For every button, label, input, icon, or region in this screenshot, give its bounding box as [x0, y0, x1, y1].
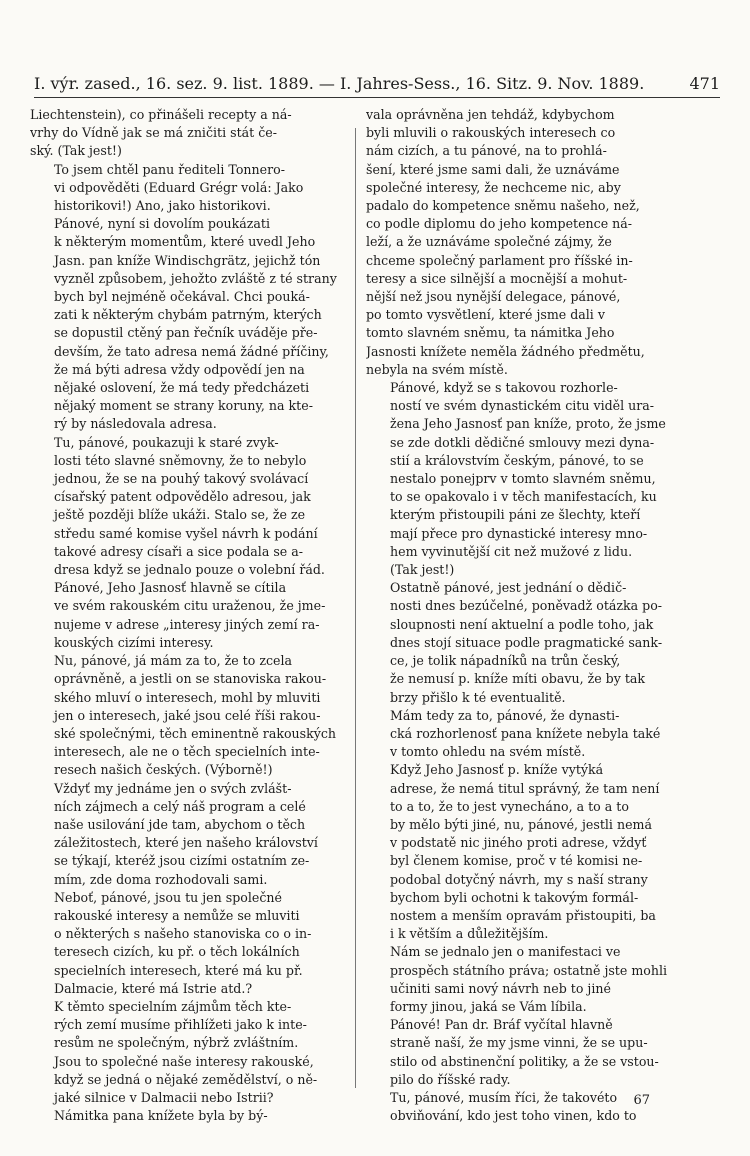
- text-line: rakouské interesy a nemůže se mluviti: [54, 907, 300, 923]
- text-line: resům ne společným, nýbrž zvláštním.: [54, 1035, 299, 1051]
- text-line: obviňování, kdo jest toho vinen, kdo to: [390, 1108, 637, 1124]
- paragraph: [30, 215, 350, 433]
- paragraph: [30, 161, 350, 216]
- text-line: adrese, že nemá titul správný, že tam není: [390, 780, 660, 796]
- text-line: oprávněně, a jestli on se stanoviska rakou-: [54, 671, 327, 687]
- paragraph: [30, 1107, 350, 1125]
- text-line: teresy a sice silnější a mocnější a mohut-: [366, 270, 628, 286]
- paragraph: [30, 579, 350, 652]
- text-line: devším, že tato adresa nemá žádné příčiny,: [54, 343, 329, 359]
- text-line: dnes stojí situace podle pragmatické sank-: [390, 634, 663, 650]
- text-line: Tu, pánové, musím říci, že takovéto: [390, 1089, 618, 1105]
- text-line: k některým momentům, které uvedl Jeho: [54, 234, 316, 250]
- text-line: ních zájmech a celý náš program a celé: [54, 798, 306, 814]
- text-line: vyzněl způsobem, jehožto zvláště z té strany: [54, 270, 337, 286]
- text-line: Neboť, pánové, jsou tu jen společné: [54, 889, 282, 905]
- text-line: ce, je tolik nápadníků na trůn český,: [390, 653, 621, 669]
- text-line: se zde dotkli dědičné smlouvy mezi dyna-: [390, 434, 655, 450]
- text-line: nujeme v adrese „interesy jiných zemí ra-: [54, 616, 320, 632]
- text-line: rý by následovala adresa.: [54, 416, 217, 432]
- text-line: žena Jeho Jasnosť pan kníže, proto, že jsme: [390, 416, 666, 432]
- paragraph: [366, 943, 686, 1016]
- text-line: prospěch státního práva; ostatně jste mohli: [390, 962, 668, 978]
- text-line: bychom byli ochotni k takovým formál-: [390, 889, 639, 905]
- text-line: dresa když se jednalo pouze o volební řád.: [54, 562, 325, 578]
- text-line: v tomto ohledu na svém místě.: [390, 744, 586, 760]
- text-line: stilo od abstinenční politiky, a že se vstou-: [390, 1053, 659, 1069]
- text-line: sloupnosti není aktuelní a podle toho, jak: [390, 616, 654, 632]
- text-line: To jsem chtěl panu řediteli Tonnero-: [54, 161, 285, 177]
- text-line: rých zemí musíme přihlížeti jako k inte-: [54, 1017, 307, 1033]
- text-line: by mělo býti jiné, nu, pánové, jestli nemá: [390, 816, 652, 832]
- text-line: ské společnými, těch eminentně rakouských: [54, 725, 337, 741]
- text-line: teresech cizích, ku př. o těch lokálních: [54, 944, 300, 960]
- text-line: záležitostech, které jen našeho království: [54, 835, 318, 851]
- text-line: nostem a menším opravám přistoupiti, ba: [390, 907, 656, 923]
- text-line: to se opakovalo i v těch manifestacích, ku: [390, 489, 657, 505]
- text-line: nestalo ponejprv v tomto slavném sněmu,: [390, 471, 656, 487]
- text-line: císařský patent odpovědělo adresou, jak: [54, 489, 311, 505]
- paragraph: [30, 106, 350, 161]
- text-line: středu samé komise vyšel návrh k podání: [54, 525, 318, 541]
- paragraph: [366, 761, 686, 943]
- text-line: Jsou to společné naše interesy rakouské,: [54, 1053, 314, 1069]
- text-line: v podstatě nic jiného proti adrese, vždyť: [390, 835, 647, 851]
- text-line: nám cizích, a tu pánové, na to prohlá-: [366, 143, 607, 159]
- text-line: se dopustil ctěný pan řečník uváděje pře-: [54, 325, 318, 341]
- left-text-column: [30, 106, 350, 1125]
- paragraph: [366, 579, 686, 706]
- text-line: ve svém rakouském citu uraženou, že jme-: [54, 598, 326, 614]
- text-line: naše usilování jde tam, abychom o těch: [54, 816, 306, 832]
- text-line: Nu, pánové, já mám za to, že to zcela: [54, 653, 292, 669]
- text-line: brzy přišlo k té eventualitě.: [390, 689, 566, 705]
- text-line: Pánové, Jeho Jasnosť hlavně se cítila: [54, 580, 287, 596]
- text-line: padalo do kompetence sněmu našeho, než,: [366, 198, 640, 214]
- text-line: Pánové! Pan dr. Bráf vyčítal hlavně: [390, 1017, 613, 1033]
- text-line: Pánové, když se s takovou rozhorle-: [390, 380, 618, 396]
- paragraph: [366, 106, 686, 379]
- text-line: podobal dotyčný návrh, my s naší strany: [390, 871, 648, 887]
- text-line: hem vyvinutější cit než mužové z lidu.: [390, 543, 633, 559]
- column-divider: [355, 128, 356, 1088]
- text-line: Mám tedy za to, pánové, že dynasti-: [390, 707, 620, 723]
- text-line: nější než jsou nynější delegace, pánové,: [366, 289, 621, 305]
- text-line: cká rozhorlenosť pana knížete nebyla také: [390, 725, 661, 741]
- paragraph: [366, 707, 686, 762]
- page-number: 471: [689, 74, 720, 93]
- text-line: mím, zde doma rozhodovali sami.: [54, 871, 268, 887]
- text-line: interesech, ale ne o těch specielních inte-: [54, 744, 320, 760]
- text-line: o některých s našeho stanoviska co o in-: [54, 926, 312, 942]
- printer-signature-mark: 67: [633, 1093, 650, 1108]
- text-line: Pánové, nyní si dovolím poukázati: [54, 216, 271, 232]
- text-line: mají přece pro dynastické interesy mno-: [390, 525, 648, 541]
- paragraph: [30, 889, 350, 998]
- text-line: Vždyť my jednáme jen o svých zvlášt-: [54, 780, 292, 796]
- text-line: nějaký moment se strany koruny, na kte-: [54, 398, 313, 414]
- text-line: když se jedná o nějaké zemědělství, o ně-: [54, 1071, 318, 1087]
- text-line: nějaké oslovení, že má tedy předcházeti: [54, 380, 310, 396]
- text-line: byl členem komise, proč v té komisi ne-: [390, 853, 643, 869]
- text-line: že má býti adresa vždy odpovědí jen na: [54, 361, 305, 377]
- text-line: K těmto specielním zájmům těch kte-: [54, 998, 292, 1014]
- text-line: takové adresy císaři a sice podala se a-: [54, 543, 304, 559]
- text-line: specielních interesech, které má ku př.: [54, 962, 303, 978]
- text-line: leží, a že uznáváme společné zájmy, že: [366, 234, 612, 250]
- text-line: Jasnosti knížete neměla žádného předmětu,: [366, 343, 645, 359]
- text-line: nebyla na svém místě.: [366, 361, 508, 377]
- text-line: Liechtenstein), co přinášeli recepty a ná-: [30, 107, 292, 122]
- text-line: Ostatně pánové, jest jednání o dědič-: [390, 580, 627, 596]
- text-line: nosti dnes bezúčelné, poněvadž otázka po-: [390, 598, 663, 614]
- text-line: Námitka pana knížete byla by bý-: [54, 1108, 268, 1124]
- text-line: stií a královstvím českým, pánové, to se: [390, 452, 644, 468]
- text-line: jednou, že se na pouhý takový svolávací: [54, 471, 309, 487]
- paragraph: [366, 379, 686, 579]
- text-line: chceme společný parlament pro říšské in-: [366, 252, 633, 268]
- text-line: šení, které jsme sami dali, že uznáváme: [366, 161, 620, 177]
- text-line: Když Jeho Jasnosť p. kníže vytýká: [390, 762, 604, 778]
- text-line: ského mluví o interesech, mohl by mluviti: [54, 689, 321, 705]
- text-line: zati k některým chybám patrným, kterých: [54, 307, 322, 323]
- text-line: kterým přistoupili páni ze šlechty, kteří: [390, 507, 641, 523]
- text-line: bych byl nejméně očekával. Chci pouká-: [54, 289, 310, 305]
- text-line: byli mluvili o rakouských interesech co: [366, 125, 616, 141]
- text-line: Nám se jednalo jen o manifestaci ve: [390, 944, 621, 960]
- text-line: tomto slavném sněmu, ta námitka Jeho: [366, 325, 615, 341]
- text-line: ský. (Tak jest!): [30, 143, 122, 159]
- text-line: že nemusí p. kníže míti obavu, že by tak: [390, 671, 646, 687]
- running-header: [34, 72, 720, 96]
- header-rule: [34, 97, 720, 98]
- text-line: Jasn. pan kníže Windischgrätz, jejichž tón: [54, 252, 321, 268]
- text-line: straně naší, že my jsme vinni, že se upu-: [390, 1035, 648, 1051]
- text-line: formy jinou, jaká se Vám líbila.: [390, 998, 587, 1014]
- text-line: to a to, že to jest vynecháno, a to a to: [390, 798, 629, 814]
- text-line: jen o interesech, jaké jsou celé říši rakou-: [54, 707, 321, 723]
- text-line: losti této slavné sněmovny, že to nebylo: [54, 452, 307, 468]
- text-line: ností ve svém dynastickém citu viděl ura-: [390, 398, 655, 414]
- text-line: historikovi!) Ano, jako historikovi.: [54, 198, 271, 214]
- text-line: učiniti sami nový návrh neb to jiné: [390, 980, 611, 996]
- text-line: se týkají, kteréž jsou cizími ostatním ze-: [54, 853, 310, 869]
- paragraph: [30, 652, 350, 779]
- text-line: vrhy do Vídně jak se má zničiti stát če-: [30, 125, 277, 141]
- text-line: jaké silnice v Dalmacii nebo Istrii?: [54, 1089, 274, 1105]
- right-text-column: [366, 106, 686, 1125]
- text-line: (Tak jest!): [390, 562, 455, 578]
- text-line: ještě později blíže ukáži. Stalo se, že ze: [54, 507, 306, 523]
- text-line: pilo do říšské rady.: [390, 1071, 511, 1087]
- paragraph: [366, 1016, 686, 1089]
- header-session-info: I. výr. zased., 16. sez. 9. list. 1889. — I. Jahres-Sess., 16. Sitz. 9. Nov. 1889.: [34, 74, 645, 93]
- paragraph: [30, 780, 350, 889]
- text-line: po tomto vysvětlení, které jsme dali v: [366, 307, 605, 323]
- text-line: resech našich českých. (Výborně!): [54, 762, 273, 778]
- text-line: co podle diplomu do jeho kompetence ná-: [366, 216, 633, 232]
- text-line: i k větším a důležitějším.: [390, 926, 549, 942]
- text-line: společné interesy, že nechceme nic, aby: [366, 179, 621, 195]
- text-line: Dalmacie, které má Istrie atd.?: [54, 980, 253, 996]
- text-line: Tu, pánové, poukazuji k staré zvyk-: [54, 434, 279, 450]
- text-line: vi odpověděti (Eduard Grégr volá: Jako: [54, 179, 304, 195]
- text-line: kouských cizími interesy.: [54, 634, 214, 650]
- text-line: vala oprávněna jen tehdáž, kdybychom: [366, 107, 615, 122]
- paragraph: [30, 434, 350, 580]
- paragraph: [30, 998, 350, 1107]
